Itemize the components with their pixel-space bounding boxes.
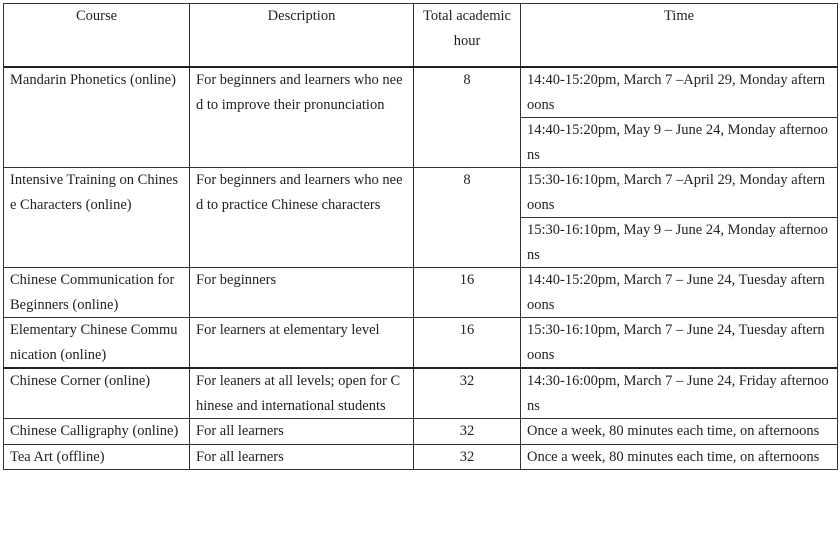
header-description: Description [190,4,414,68]
course-description: For leaners at all levels; open for Chinese and international students [190,368,414,419]
course-schedule-table [3,3,838,470]
course-time: 15:30-16:10pm, May 9 – June 24, Monday afternoons [521,218,838,268]
course-name: Intensive Training on Chinese Characters (online) [4,168,190,268]
table-row [4,444,838,470]
course-time: 14:40-15:20pm, May 9 – June 24, Monday afternoons [521,118,838,168]
course-time: 14:40-15:20pm, March 7 – June 24, Tuesday afternoons [521,268,838,318]
course-name: Chinese Corner (online) [4,368,190,419]
course-hours: 8 [414,67,521,168]
course-description: For learners at elementary level [190,318,414,369]
header-course: Course [4,4,190,68]
header-time: Time [521,4,838,68]
course-hours: 8 [414,168,521,268]
course-description: For all learners [190,419,414,445]
header-hours: Total academic hour [414,4,521,68]
table-row [4,368,838,419]
course-hours: 32 [414,419,521,445]
course-hours: 16 [414,318,521,369]
course-hours: 16 [414,268,521,318]
course-name: Tea Art (offline) [4,444,190,470]
course-description: For beginners [190,268,414,318]
table-row [4,318,838,369]
table-row [4,419,838,445]
course-name: Chinese Calligraphy (online) [4,419,190,445]
course-time: Once a week, 80 minutes each time, on afternoons [521,444,838,470]
course-hours: 32 [414,368,521,419]
course-hours: 32 [414,444,521,470]
table-row [4,67,838,118]
course-time: 15:30-16:10pm, March 7 –April 29, Monday afternoons [521,168,838,218]
header-row [4,4,838,68]
table-row [4,168,838,218]
course-description: For all learners [190,444,414,470]
course-time: 14:40-15:20pm, March 7 –April 29, Monday afternoons [521,67,838,118]
course-name: Mandarin Phonetics (online) [4,67,190,168]
course-time: Once a week, 80 minutes each time, on afternoons [521,419,838,445]
course-name: Elementary Chinese Communication (online) [4,318,190,369]
course-description: For beginners and learners who need to practice Chinese characters [190,168,414,268]
course-time: 15:30-16:10pm, March 7 – June 24, Tuesday afternoons [521,318,838,369]
course-description: For beginners and learners who need to improve their pronunciation [190,67,414,168]
course-name: Chinese Communication for Beginners (online) [4,268,190,318]
course-time: 14:30-16:00pm, March 7 – June 24, Friday afternoons [521,368,838,419]
table-row [4,268,838,318]
